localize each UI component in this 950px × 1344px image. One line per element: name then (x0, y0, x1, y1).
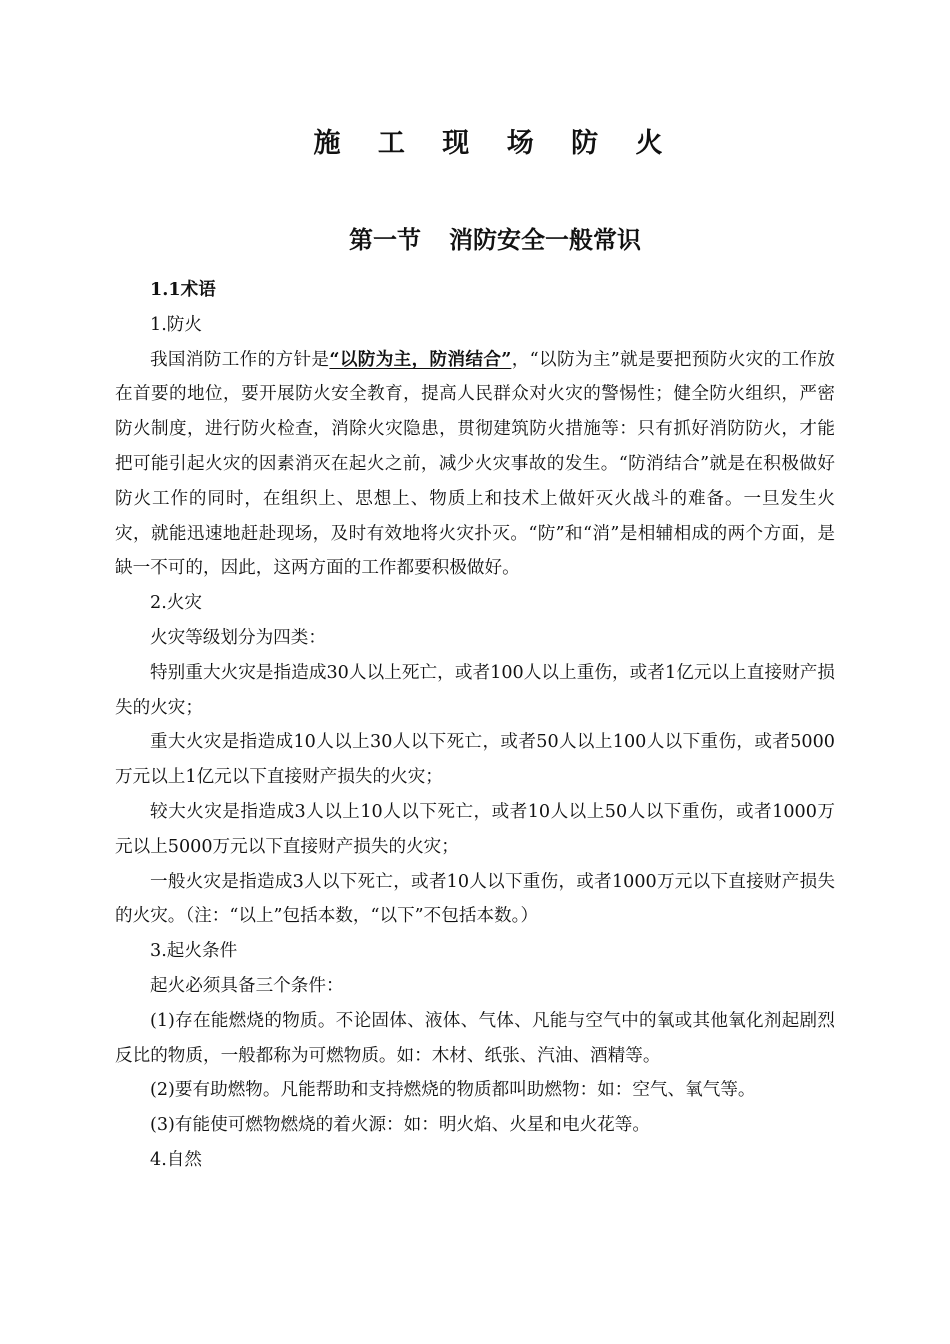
fire-level-paragraph: 重大火灾是指造成10人以上30人以下死亡，或者50人以上100人以下重伤，或者5000万元以上1亿元以下直接财产损失的火灾； (115, 732, 835, 788)
document-body (115, 273, 835, 1178)
subsection-heading: 1.1术语 (150, 279, 216, 300)
section-number: 第一节 (349, 225, 421, 254)
fire-level-paragraph: 一般火灾是指造成3人以下死亡，或者10人以下重伤，或者1000万元以下直接财产损失的火灾。（注：“以上”包括本数，“以下”不包括本数。） (115, 871, 835, 927)
term-heading-ignition: 3.起火条件 (150, 941, 238, 962)
fire-level-paragraph: 特别重大火灾是指造成30人以上死亡，或者100人以上重伤，或者1亿元以上直接财产损失的火灾； (115, 662, 835, 718)
fire-prevention-paragraph (115, 343, 835, 587)
fire-levels-intro: 火灾等级划分为四类： (150, 627, 326, 648)
document-title: 施 工 现 场 防 火 (313, 128, 677, 159)
ignition-condition: (2)要有助燃物。凡能帮助和支持燃烧的物质都叫助燃物：如：空气、氧气等。 (150, 1080, 756, 1101)
policy-explanation-text: ，“以防为主”就是要把预防火灾的工作放在首要的地位，要开展防火安全教育，提高人民群众对火灾的警惕性；健全防火组织，严密防火制度，进行防火检查，消除火灾隐患，贯彻建筑防火措施等：只有抓好消防防火，才能把可能引起火灾的因素消灭在起火之前，减少火灾事故的发生。“防消结合”就是在积极做好防火工作的同时，在组织上、思想上、物质上和技术上做奸灭火战斗的难备。一旦发生火灾，就能迅速地赶赴现场，及时有效地将火灾扑灭。“防”和“消”是相辅相成的两个方面，是缺一不可的，因此，这两方面的工作都要积极做好。 (115, 349, 835, 579)
ignition-condition: (1)存在能燃烧的物质。不论固体、液体、气体、凡能与空气中的氧或其他氧化剂起剧烈反比的物质，一般都称为可燃物质。如：木材、纸张、汽油、酒精等。 (115, 1010, 835, 1066)
ignition-intro: 起火必须具备三个条件： (150, 975, 344, 996)
fire-level-paragraph: 较大火灾是指造成3人以上10人以下死亡，或者10人以上50人以下重伤，或者1000万元以上5000万元以下直接财产损失的火灾； (115, 801, 835, 857)
section-title (0, 222, 950, 258)
policy-intro-text: 我国消防工作的方针是 (150, 349, 330, 370)
term-heading-fire-prevention: 1.防火 (150, 314, 202, 335)
term-heading-natural: 4.自然 (150, 1149, 202, 1170)
section-name: 消防安全一般常识 (449, 225, 641, 254)
term-heading-fire: 2.火灾 (150, 593, 202, 614)
ignition-condition: (3)有能使可燃物燃烧的着火源：如：明火焰、火星和电火花等。 (150, 1115, 650, 1136)
fire-policy-text: “以防为主，防消结合” (329, 348, 512, 370)
